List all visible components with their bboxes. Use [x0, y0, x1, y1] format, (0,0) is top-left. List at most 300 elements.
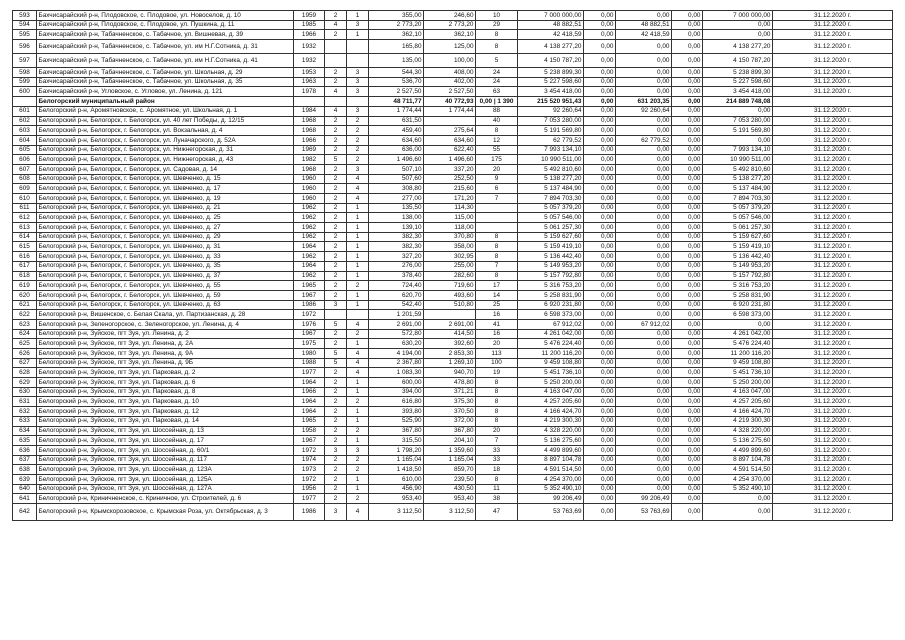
cost-regional-cell: 0,00	[616, 426, 672, 436]
total-area-cell: 536,70	[369, 77, 424, 87]
table-row	[13, 135, 893, 145]
cost-total-cell: 4 261 042,00	[518, 329, 584, 339]
cost-total-cell: 5 138 277,20	[518, 174, 584, 184]
cost-local-cell: 0,00	[672, 97, 703, 107]
total-area-cell: 2 691,00	[369, 319, 424, 329]
address-cell: Белогорский р-н, Крымскорозовское, с. Крымская Роза, ул. Октябрьская, д. 3	[37, 504, 294, 521]
cost-total-cell: 3 454 418,00	[518, 87, 584, 97]
total-area-cell: 48 711,77	[369, 97, 424, 107]
entrances-cell: 1	[347, 407, 369, 417]
cost-federal-cell: 0,00	[584, 145, 616, 155]
cost-federal-cell: 0,00	[584, 106, 616, 116]
residents-cell: 12	[476, 135, 518, 145]
living-area-cell: 1 165,04	[424, 455, 476, 465]
entrances-cell	[347, 40, 369, 54]
residents-cell: 38	[476, 494, 518, 504]
cost-owners-cell: 4 254 370,00	[703, 474, 773, 484]
deadline-cell: 31.12.2020 г.	[773, 484, 893, 494]
living-area-cell: 125,00	[424, 40, 476, 54]
cost-regional-cell: 0,00	[616, 126, 672, 136]
table-row	[13, 232, 893, 242]
table-row	[13, 242, 893, 252]
cost-local-cell: 0,00	[672, 242, 703, 252]
entrances-cell: 1	[347, 213, 369, 223]
total-area-cell: 724,40	[369, 281, 424, 291]
row-number-cell: 614	[13, 232, 37, 242]
entrances-cell: 3	[347, 20, 369, 30]
entrances-cell: 1	[347, 416, 369, 426]
cost-total-cell: 92 260,64	[518, 106, 584, 116]
total-area-cell: 382,30	[369, 232, 424, 242]
cost-total-cell: 11 200 116,20	[518, 349, 584, 359]
document-page	[12, 10, 892, 521]
cost-owners-cell: 0,00	[703, 106, 773, 116]
cost-owners-cell: 4 499 899,60	[703, 445, 773, 455]
residents-cell: 175	[476, 155, 518, 165]
row-number-cell: 608	[13, 174, 37, 184]
row-number-cell	[13, 97, 37, 107]
cost-total-cell: 5 159 419,10	[518, 242, 584, 252]
row-number-cell: 620	[13, 290, 37, 300]
entrances-cell	[347, 97, 369, 107]
total-area-cell: 2 527,50	[369, 87, 424, 97]
cost-local-cell: 0,00	[672, 339, 703, 349]
residents-cell: 16	[476, 310, 518, 320]
entrances-cell	[347, 310, 369, 320]
cost-owners-cell: 5 451 736,10	[703, 368, 773, 378]
cost-total-cell: 7 894 703,30	[518, 194, 584, 204]
address-cell: Бахчисарайский р-н, Плодовское, с. Плодовое, ул. Пушкина, д. 11	[37, 20, 294, 30]
residents-cell: 8	[476, 40, 518, 54]
row-number-cell: 605	[13, 145, 37, 155]
deadline-cell: 31.12.2020 г.	[773, 397, 893, 407]
living-area-cell: 118,00	[424, 223, 476, 233]
living-area-cell: 953,40	[424, 494, 476, 504]
row-number-cell: 634	[13, 426, 37, 436]
deadline-cell: 31.12.2020 г.	[773, 494, 893, 504]
cost-local-cell: 0,00	[672, 349, 703, 359]
cost-federal-cell: 0,00	[584, 40, 616, 54]
residents-cell: 33	[476, 455, 518, 465]
living-area-cell: 375,30	[424, 397, 476, 407]
table-row	[13, 116, 893, 126]
cost-owners-cell: 7 000 000,00	[703, 11, 773, 21]
residents-cell: 41	[476, 319, 518, 329]
total-area-cell: 1 798,20	[369, 445, 424, 455]
address-cell: Бахчисарайский р-н, Табачненское, с. Табачное, ул. им Н.Г.Сотника, д. 41	[37, 54, 294, 68]
row-number-cell: 635	[13, 436, 37, 446]
total-area-cell: 507,60	[369, 174, 424, 184]
living-area-cell: 3 112,50	[424, 504, 476, 521]
cost-local-cell: 0,00	[672, 252, 703, 262]
table-row	[13, 87, 893, 97]
deadline-cell: 31.12.2020 г.	[773, 213, 893, 223]
cost-regional-cell: 0,00	[616, 155, 672, 165]
total-area-cell: 327,20	[369, 252, 424, 262]
entrances-cell: 3	[347, 87, 369, 97]
table-row	[13, 203, 893, 213]
cost-federal-cell: 0,00	[584, 194, 616, 204]
residents-cell: 16	[476, 329, 518, 339]
address-cell: Белогорский р-н, Зуйское, пгт Зуя, ул. Шоссейная, д. 117	[37, 455, 294, 465]
entrances-cell: 1	[347, 261, 369, 271]
cost-total-cell: 5 451 736,10	[518, 368, 584, 378]
cost-total-cell: 48 882,51	[518, 20, 584, 30]
cost-owners-cell: 5 138 277,20	[703, 174, 773, 184]
entrances-cell: 2	[347, 281, 369, 291]
table-row	[13, 155, 893, 165]
deadline-cell: 31.12.2020 г.	[773, 319, 893, 329]
table-row	[13, 30, 893, 40]
cost-federal-cell: 0,00	[584, 97, 616, 107]
floors-cell: 2	[325, 494, 347, 504]
cost-local-cell: 0,00	[672, 11, 703, 21]
address-cell: Бахчисарайский р-н, Угловское, с. Угловое, ул. Ленина, д. 121	[37, 87, 294, 97]
cost-local-cell: 0,00	[672, 474, 703, 484]
cost-local-cell: 0,00	[672, 455, 703, 465]
living-area-cell: 40 772,93	[424, 97, 476, 107]
cost-total-cell: 5 136 442,40	[518, 252, 584, 262]
row-number-cell: 600	[13, 87, 37, 97]
address-cell: Белогорский р-н, Белогорск, г. Белогорск, ул. Шевченко, д. 31	[37, 242, 294, 252]
year-built-cell: 1962	[294, 223, 325, 233]
total-area-cell: 953,40	[369, 494, 424, 504]
residents-cell: 19	[476, 368, 518, 378]
cost-federal-cell: 0,00	[584, 445, 616, 455]
year-built-cell: 1968	[294, 164, 325, 174]
total-area-cell: 1 496,60	[369, 155, 424, 165]
deadline-cell: 31.12.2020 г.	[773, 416, 893, 426]
cost-owners-cell: 214 889 748,08	[703, 97, 773, 107]
residents-cell: 63	[476, 87, 518, 97]
cost-regional-cell: 0,00	[616, 484, 672, 494]
cost-total-cell: 5 137 484,90	[518, 184, 584, 194]
floors-cell: 2	[325, 416, 347, 426]
cost-regional-cell: 0,00	[616, 164, 672, 174]
floors-cell: 2	[325, 174, 347, 184]
address-cell: Белогорский р-н, Зуйское, пгт Зуя, ул. Шоссейная, д. 125А	[37, 474, 294, 484]
floors-cell: 2	[325, 11, 347, 21]
residents-cell: 55	[476, 145, 518, 155]
address-cell: Белогорский р-н, Зуйское, пгт Зуя, ул. Ленина, д. 2А	[37, 339, 294, 349]
address-cell: Белогорский р-н, Белогорск, г. Белогорск, ул. Шевченко, д. 55	[37, 281, 294, 291]
cost-local-cell: 0,00	[672, 77, 703, 87]
cost-owners-cell: 6 920 231,80	[703, 300, 773, 310]
total-area-cell: 393,80	[369, 407, 424, 417]
cost-local-cell: 0,00	[672, 281, 703, 291]
address-cell: Белогорский р-н, Белогорск, г. Белогорск, ул. Шевченко, д. 33	[37, 252, 294, 262]
cost-owners-cell: 5 492 810,60	[703, 164, 773, 174]
year-built-cell: 1973	[294, 465, 325, 475]
year-built-cell: 1986	[294, 300, 325, 310]
living-area-cell: 255,00	[424, 261, 476, 271]
cost-owners-cell: 7 053 280,00	[703, 116, 773, 126]
cost-regional-cell: 0,00	[616, 261, 672, 271]
deadline-cell: 31.12.2020 г.	[773, 358, 893, 368]
floors-cell: 2	[325, 261, 347, 271]
entrances-cell: 1	[347, 300, 369, 310]
deadline-cell: 31.12.2020 г.	[773, 300, 893, 310]
row-number-cell: 607	[13, 164, 37, 174]
table-row	[13, 126, 893, 136]
entrances-cell: 4	[347, 184, 369, 194]
cost-federal-cell: 0,00	[584, 281, 616, 291]
cost-owners-cell: 5 191 569,80	[703, 126, 773, 136]
row-number-cell: 629	[13, 378, 37, 388]
deadline-cell: 31.12.2020 г.	[773, 68, 893, 78]
cost-regional-cell: 0,00	[616, 329, 672, 339]
cost-owners-cell: 5 137 484,90	[703, 184, 773, 194]
table-row	[13, 349, 893, 359]
deadline-cell: 31.12.2020 г.	[773, 310, 893, 320]
cost-federal-cell: 0,00	[584, 387, 616, 397]
year-built-cell: 1932	[294, 40, 325, 54]
cost-federal-cell: 0,00	[584, 436, 616, 446]
cost-total-cell: 8 897 104,78	[518, 455, 584, 465]
row-number-cell: 609	[13, 184, 37, 194]
cost-owners-cell: 0,00	[703, 30, 773, 40]
deadline-cell: 31.12.2020 г.	[773, 349, 893, 359]
row-number-cell: 604	[13, 135, 37, 145]
residents-cell: 8	[476, 126, 518, 136]
entrances-cell	[347, 54, 369, 68]
table-row	[13, 252, 893, 262]
living-area-cell: 275,64	[424, 126, 476, 136]
cost-regional-cell: 0,00	[616, 11, 672, 21]
cost-owners-cell: 5 476 224,40	[703, 339, 773, 349]
address-cell: Белогорский р-н, Зуйское, пгт Зуя, ул. Парковая, д. 2	[37, 368, 294, 378]
address-cell: Белогорский р-н, Зуйское, пгт Зуя, ул. Парковая, д. 10	[37, 397, 294, 407]
deadline-cell: 31.12.2020 г.	[773, 20, 893, 30]
year-built-cell: 1965	[294, 281, 325, 291]
row-number-cell: 633	[13, 416, 37, 426]
total-area-cell: 4 194,00	[369, 349, 424, 359]
deadline-cell: 31.12.2020 г.	[773, 465, 893, 475]
living-area-cell: 282,60	[424, 271, 476, 281]
year-built-cell: 1960	[294, 184, 325, 194]
address-cell: Белогорский р-н, Зуйское, пгт Зуя, ул. Шоссейная, д. 17	[37, 436, 294, 446]
total-area-cell: 1 418,50	[369, 465, 424, 475]
cost-local-cell: 0,00	[672, 494, 703, 504]
cost-total-cell: 4 257 205,60	[518, 397, 584, 407]
deadline-cell: 31.12.2020 г.	[773, 261, 893, 271]
cost-total-cell: 5 191 569,80	[518, 126, 584, 136]
residents-cell	[476, 223, 518, 233]
cost-local-cell: 0,00	[672, 40, 703, 54]
cost-regional-cell: 0,00	[616, 68, 672, 78]
floors-cell: 2	[325, 281, 347, 291]
entrances-cell: 2	[347, 494, 369, 504]
table-row	[13, 164, 893, 174]
year-built-cell: 1953	[294, 68, 325, 78]
cost-federal-cell: 0,00	[584, 87, 616, 97]
entrances-cell: 1	[347, 203, 369, 213]
year-built-cell: 1980	[294, 349, 325, 359]
year-built-cell: 1967	[294, 290, 325, 300]
year-built-cell: 1962	[294, 252, 325, 262]
row-number-cell: 619	[13, 281, 37, 291]
table-row	[13, 339, 893, 349]
cost-owners-cell: 8 897 104,78	[703, 455, 773, 465]
total-area-cell: 378,40	[369, 271, 424, 281]
cost-local-cell: 0,00	[672, 184, 703, 194]
row-number-cell: 598	[13, 68, 37, 78]
entrances-cell: 1	[347, 387, 369, 397]
table-row	[13, 436, 893, 446]
deadline-cell: 31.12.2020 г.	[773, 445, 893, 455]
cost-federal-cell: 0,00	[584, 504, 616, 521]
residents-cell: 9	[476, 174, 518, 184]
cost-owners-cell: 5 159 627,60	[703, 232, 773, 242]
cost-federal-cell: 0,00	[584, 54, 616, 68]
total-area-cell: 308,80	[369, 184, 424, 194]
year-built-cell: 1964	[294, 407, 325, 417]
residents-cell: 8	[476, 271, 518, 281]
address-cell: Белогорский р-н, Белогорск, г. Белогорск, ул. 40 лет Победы, д. 12/15	[37, 116, 294, 126]
address-cell: Бахчисарайский р-н, Плодовское, с. Плодовое, ул. Новоселов, д. 10	[37, 11, 294, 21]
cost-regional-cell: 0,00	[616, 223, 672, 233]
cost-federal-cell: 0,00	[584, 416, 616, 426]
table-row	[13, 494, 893, 504]
floors-cell: 2	[325, 68, 347, 78]
year-built-cell: 1972	[294, 445, 325, 455]
table-row	[13, 20, 893, 30]
total-area-cell: 610,00	[369, 474, 424, 484]
cost-federal-cell: 0,00	[584, 174, 616, 184]
address-cell: Белогорский р-н, Криничненское, с. Криничное, ул. Строителей, д. 6	[37, 494, 294, 504]
residents-cell: 24	[476, 77, 518, 87]
row-number-cell: 621	[13, 300, 37, 310]
address-cell: Белогорский р-н, Белогорск, г. Белогорск, ул. Шевченко, д. 15	[37, 174, 294, 184]
table-row	[13, 319, 893, 329]
residents-cell: 29	[476, 20, 518, 30]
cost-owners-cell: 0,00	[703, 20, 773, 30]
cost-total-cell: 4 163 047,00	[518, 387, 584, 397]
deadline-cell: 31.12.2020 г.	[773, 77, 893, 87]
deadline-cell: 31.12.2020 г.	[773, 40, 893, 54]
cost-local-cell: 0,00	[672, 54, 703, 68]
cost-regional-cell: 0,00	[616, 378, 672, 388]
cost-federal-cell: 0,00	[584, 358, 616, 368]
living-area-cell: 719,60	[424, 281, 476, 291]
address-cell: Белогорский р-н, Зуйское, пгт Зуя, ул. Ленина, д. 9А	[37, 349, 294, 359]
year-built-cell: 1965	[294, 416, 325, 426]
cost-owners-cell: 4 591 514,50	[703, 465, 773, 475]
cost-federal-cell: 0,00	[584, 310, 616, 320]
residents-cell: 5	[476, 54, 518, 68]
row-number-cell: 611	[13, 203, 37, 213]
cost-regional-cell: 92 260,64	[616, 106, 672, 116]
cost-federal-cell: 0,00	[584, 349, 616, 359]
address-cell: Белогорский р-н, Зуйское, пгт Зуя, ул. Парковая, д. 14	[37, 416, 294, 426]
total-area-cell: 355,00	[369, 11, 424, 21]
cost-local-cell: 0,00	[672, 164, 703, 174]
floors-cell: 4	[325, 106, 347, 116]
table-row	[13, 281, 893, 291]
cost-federal-cell: 0,00	[584, 368, 616, 378]
entrances-cell: 3	[347, 445, 369, 455]
address-cell: Белогорский р-н, Зуйское, пгт Зуя, ул. Шоссейная, д. 60/1	[37, 445, 294, 455]
cost-regional-cell: 0,00	[616, 349, 672, 359]
address-cell: Белогорский р-н, Белогорск, г. Белогорск, ул. Шевченко, д. 17	[37, 184, 294, 194]
cost-local-cell: 0,00	[672, 261, 703, 271]
row-number-cell: 615	[13, 242, 37, 252]
table-row	[13, 445, 893, 455]
cost-owners-cell: 4 219 300,30	[703, 416, 773, 426]
cost-local-cell: 0,00	[672, 203, 703, 213]
cost-federal-cell: 0,00	[584, 397, 616, 407]
year-built-cell: 1968	[294, 126, 325, 136]
entrances-cell: 1	[347, 252, 369, 262]
row-number-cell: 606	[13, 155, 37, 165]
cost-total-cell: 5 316 753,20	[518, 281, 584, 291]
address-cell: Белогорский р-н, Зуйское, пгт Зуя, ул. Шоссейная, д. 13	[37, 426, 294, 436]
row-number-cell: 624	[13, 329, 37, 339]
total-area-cell: 139,10	[369, 223, 424, 233]
cost-total-cell: 6 920 231,80	[518, 300, 584, 310]
cost-total-cell: 5 250 200,00	[518, 378, 584, 388]
cost-owners-cell: 5 159 419,10	[703, 242, 773, 252]
total-area-cell: 459,40	[369, 126, 424, 136]
total-area-cell: 394,00	[369, 387, 424, 397]
cost-federal-cell: 0,00	[584, 203, 616, 213]
floors-cell: 3	[325, 504, 347, 521]
cost-local-cell: 0,00	[672, 329, 703, 339]
cost-local-cell: 0,00	[672, 223, 703, 233]
cost-owners-cell: 5 057 379,20	[703, 203, 773, 213]
cost-local-cell: 0,00	[672, 68, 703, 78]
cost-local-cell: 0,00	[672, 135, 703, 145]
year-built-cell: 1968	[294, 116, 325, 126]
row-number-cell: 602	[13, 116, 37, 126]
cost-total-cell: 5 061 257,30	[518, 223, 584, 233]
deadline-cell: 31.12.2020 г.	[773, 368, 893, 378]
cost-total-cell: 5 057 546,00	[518, 213, 584, 223]
entrances-cell: 4	[347, 319, 369, 329]
living-area-cell: 115,00	[424, 213, 476, 223]
cost-owners-cell: 6 598 373,00	[703, 310, 773, 320]
living-area-cell: 171,20	[424, 194, 476, 204]
deadline-cell: 31.12.2020 г.	[773, 174, 893, 184]
floors-cell: 2	[325, 232, 347, 242]
entrances-cell: 2	[347, 455, 369, 465]
deadline-cell: 31.12.2020 г.	[773, 87, 893, 97]
year-built-cell: 1985	[294, 20, 325, 30]
cost-federal-cell: 0,00	[584, 319, 616, 329]
cost-regional-cell: 0,00	[616, 203, 672, 213]
year-built-cell: 1966	[294, 30, 325, 40]
table-row	[13, 358, 893, 368]
cost-total-cell: 4 150 787,20	[518, 54, 584, 68]
total-area-cell: 138,00	[369, 213, 424, 223]
address-cell: Бахчисарайский р-н, Табачненское, с. Табачное, ул. им Н.Г.Сотника, д. 31	[37, 40, 294, 54]
row-number-cell: 599	[13, 77, 37, 87]
floors-cell: 2	[325, 135, 347, 145]
cost-owners-cell: 4 138 277,20	[703, 40, 773, 54]
cost-owners-cell: 7 894 703,30	[703, 194, 773, 204]
entrances-cell: 2	[347, 329, 369, 339]
floors-cell: 2	[325, 77, 347, 87]
floors-cell: 2	[325, 426, 347, 436]
cost-federal-cell: 0,00	[584, 135, 616, 145]
table-row	[13, 54, 893, 68]
floors-cell: 2	[325, 455, 347, 465]
year-built-cell: 1972	[294, 310, 325, 320]
row-number-cell: 617	[13, 261, 37, 271]
year-built-cell: 1988	[294, 358, 325, 368]
row-number-cell: 603	[13, 126, 37, 136]
deadline-cell: 31.12.2020 г.	[773, 290, 893, 300]
